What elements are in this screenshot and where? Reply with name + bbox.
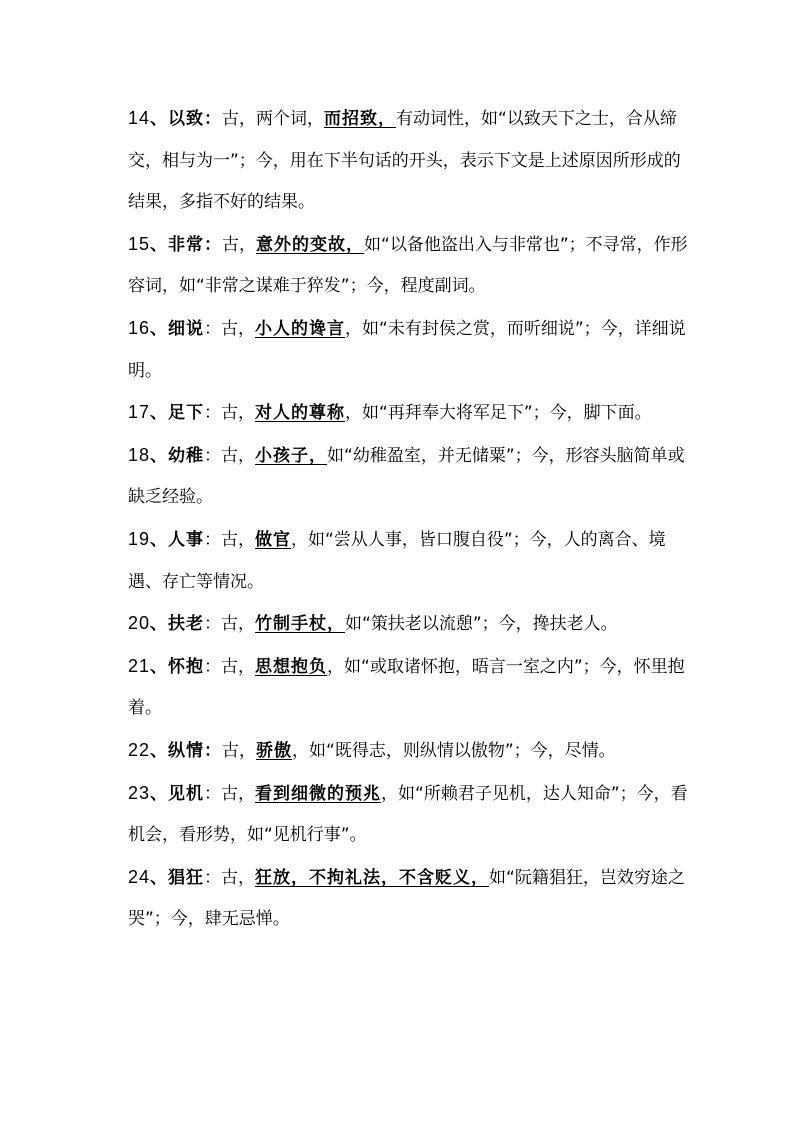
entry-21 xyxy=(128,646,688,730)
entry-separator: 、 xyxy=(150,109,169,129)
entry-term: 猖狂 xyxy=(168,867,205,888)
entry-separator: 、 xyxy=(150,318,169,339)
entry-separator: 、 xyxy=(150,656,169,677)
entry-colon: ： xyxy=(204,783,222,804)
entry-colon: ： xyxy=(204,403,222,424)
entry-separator: 、 xyxy=(150,529,169,550)
entry-term: 人事 xyxy=(168,529,205,550)
entry-colon: ： xyxy=(204,445,222,466)
entry-prefix: 古， xyxy=(222,234,257,255)
entry-key-meaning: 狂放，不拘礼法，不含贬义， xyxy=(255,867,490,888)
entry-number: 17 xyxy=(128,402,151,423)
document-page xyxy=(128,98,688,941)
entry-text: ，如“所赖君子见机，达人知命”；今，看机会，看形势，如“见机行事”。 xyxy=(128,783,688,846)
entry-term: 以致 xyxy=(168,109,205,129)
entry-number: 15 xyxy=(128,233,151,254)
entry-number: 20 xyxy=(128,613,151,634)
entry-prefix: 古， xyxy=(221,656,256,677)
entry-prefix: 古，两个词， xyxy=(222,109,325,129)
entry-prefix: 古， xyxy=(221,614,256,635)
entry-prefix: 古， xyxy=(221,318,256,339)
entry-number: 18 xyxy=(128,444,151,465)
entry-term: 见机 xyxy=(168,783,205,804)
entry-prefix: 古， xyxy=(221,445,256,466)
entry-text: ，如“既得志，则纵情以傲物”；今，尽情。 xyxy=(292,740,616,761)
entry-key-meaning: 对人的尊称 xyxy=(255,403,346,424)
entry-key-meaning: 意外的变故， xyxy=(256,234,365,255)
entry-key-meaning: 而招致， xyxy=(324,109,397,129)
entry-separator: 、 xyxy=(150,614,169,635)
entry-number: 14 xyxy=(128,108,151,128)
entry-number: 24 xyxy=(128,866,151,887)
entry-text: ，如“再拜奉大将军足下”；今，脚下面。 xyxy=(345,403,652,424)
entry-key-meaning: 小孩子， xyxy=(255,445,328,466)
entry-separator: 、 xyxy=(150,234,169,255)
entry-number: 22 xyxy=(128,739,151,760)
entry-text: 如“以备他盗出入与非常也”；不寻常，作形容词，如“非常之谋难于猝发”；今，程度副词。 xyxy=(128,234,688,297)
entry-colon: ： xyxy=(204,614,222,635)
entry-colon: ： xyxy=(204,867,222,888)
entry-text: 有动词性，如“以致天下之士，合从缔交，相与为一”；今，用在下半句话的开头，表示下文是上述原因所形成的结果，多指不好的结果。 xyxy=(128,109,681,213)
entry-key-meaning: 骄傲 xyxy=(256,740,293,761)
entry-separator: 、 xyxy=(150,783,169,804)
entry-term: 扶老 xyxy=(168,614,205,635)
entry-term: 纵情 xyxy=(168,740,205,761)
entry-prefix: 古， xyxy=(222,740,257,761)
entry-18 xyxy=(128,435,688,519)
entry-key-meaning: 小人的谗言 xyxy=(255,318,346,339)
entry-term: 怀抱 xyxy=(168,656,205,677)
entry-text: 如“幼稚盈室，并无储粟”；今，形容头脑简单或缺乏经验。 xyxy=(128,445,685,508)
entry-17 xyxy=(128,392,688,435)
entry-colon: ： xyxy=(204,109,223,129)
entry-term: 非常 xyxy=(168,234,205,255)
entry-key-meaning: 看到细微的预兆 xyxy=(255,783,382,804)
entry-prefix: 古， xyxy=(221,529,256,550)
entry-15 xyxy=(128,224,688,308)
entry-16 xyxy=(128,308,688,392)
entry-text: ，如“或取诸怀抱，晤言一室之内”；今，怀里抱着。 xyxy=(128,656,685,719)
entry-separator: 、 xyxy=(150,403,169,424)
entry-text: 如“阮籍猖狂，岂效穷途之哭”；今，肆无忌惮。 xyxy=(128,867,685,930)
entry-separator: 、 xyxy=(150,445,169,466)
entry-number: 21 xyxy=(128,655,151,676)
entry-number: 23 xyxy=(128,782,151,803)
entry-colon: ： xyxy=(204,529,222,550)
entry-term: 足下 xyxy=(168,403,205,424)
entry-23 xyxy=(128,773,688,857)
entry-14 xyxy=(128,98,688,224)
entry-20 xyxy=(128,603,688,646)
entry-key-meaning: 做官 xyxy=(255,529,292,550)
entry-term: 幼稚 xyxy=(168,445,205,466)
entry-19 xyxy=(128,519,688,603)
entry-separator: 、 xyxy=(150,740,169,761)
entry-22 xyxy=(128,730,688,773)
entry-colon: ： xyxy=(204,740,223,761)
entry-term: 细说 xyxy=(168,318,205,339)
entry-key-meaning: 竹制手杖， xyxy=(255,614,346,635)
entry-key-meaning: 思想抱负 xyxy=(255,656,328,677)
entry-number: 19 xyxy=(128,528,151,549)
entry-separator: 、 xyxy=(150,867,169,888)
entry-number: 16 xyxy=(128,317,151,338)
entry-text: 如“策扶老以流憩”；今，搀扶老人。 xyxy=(345,614,618,635)
entry-prefix: 古， xyxy=(221,783,256,804)
entry-prefix: 古， xyxy=(221,403,256,424)
entry-text: ，如“尝从人事，皆口腹自役”；今，人的离合、境遇、存亡等情况。 xyxy=(128,529,666,592)
entry-colon: ： xyxy=(204,234,223,255)
entry-colon: ： xyxy=(204,318,222,339)
entry-text: ，如“未有封侯之赏，而听细说”；今，详细说明。 xyxy=(128,318,686,381)
entry-prefix: 古， xyxy=(221,867,256,888)
entry-colon: ： xyxy=(204,656,222,677)
entry-24 xyxy=(128,857,688,941)
